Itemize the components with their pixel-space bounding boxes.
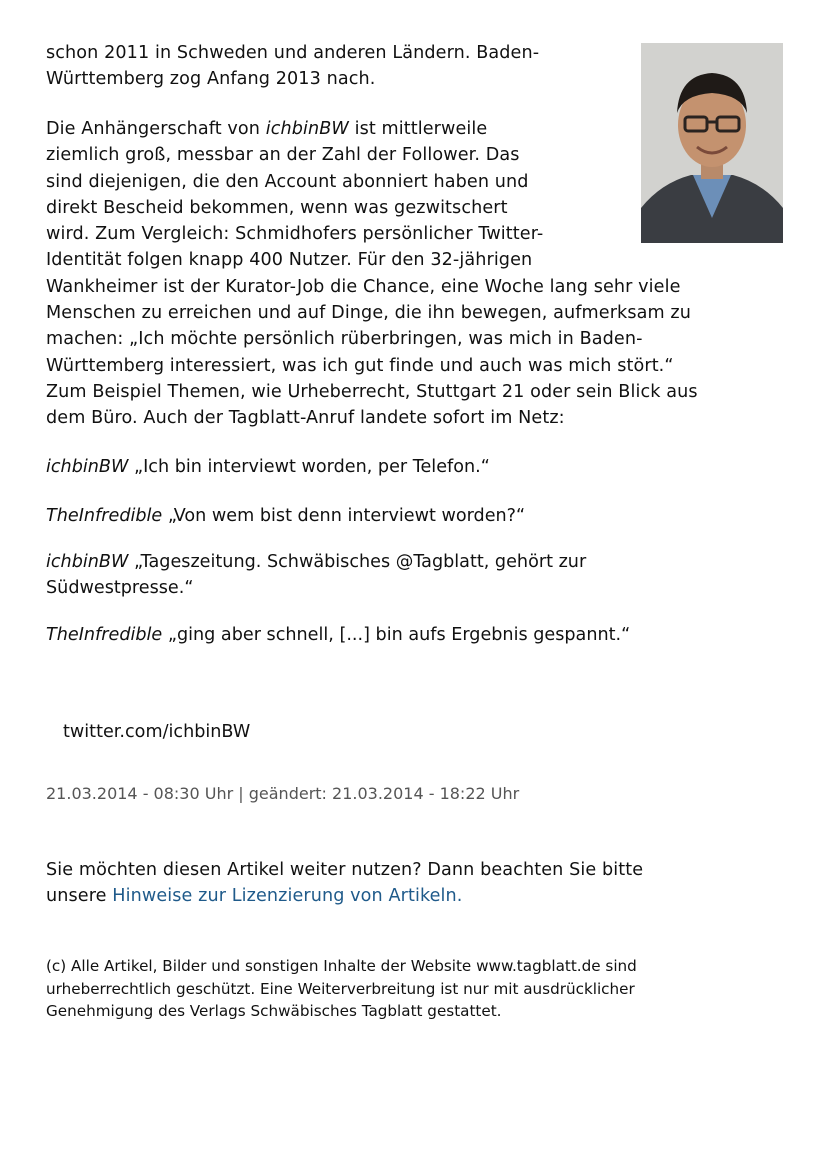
text-line: Menschen zu erreichen und auf Dinge, die ihn bewegen, aufmerksam zu [46, 303, 691, 324]
text-line: Sie möchten diesen Artikel weiter nutzen? Dann beachten Sie bitte [46, 860, 644, 880]
text-line [46, 549, 586, 575]
license-notice [46, 857, 643, 910]
tweet-text: „ging aber schnell, [...] bin aufs Ergebnis gespannt.“ [162, 625, 631, 645]
text-line: ziemlich groß, messbar an der Zahl der Follower. Das [46, 145, 520, 166]
copyright-notice [46, 955, 637, 1023]
text-fragment: unsere [46, 886, 113, 907]
tweet-quote [46, 549, 586, 602]
followers-paragraph [46, 116, 698, 432]
tweet-text: „Von wem bist denn interviewt worden?“ [162, 506, 526, 526]
text-line: machen: „Ich möchte persönlich rüberbringen, was mich in Baden- [46, 329, 643, 350]
tweet-speaker: TheInfredible [46, 625, 163, 645]
intro-paragraph [46, 40, 539, 93]
text-line: dem Büro. Auch der Tagblatt-Anruf landete sofort im Netz: [46, 408, 565, 429]
text-line: Wankheimer ist der Kurator-Job die Chance, eine Woche lang sehr viele [46, 276, 681, 297]
account-name: ichbinBW [265, 119, 349, 139]
text-line: wird. Zum Vergleich: Schmidhofers persönlicher Twitter- [46, 224, 544, 245]
tweet-speaker: ichbinBW [46, 552, 129, 572]
tweet-text-continued: Südwestpresse.“ [46, 578, 194, 599]
text-line: direkt Bescheid bekommen, wenn was gezwitschert [46, 197, 508, 218]
text-line [46, 116, 698, 142]
tweet-speaker: TheInfredible [46, 506, 163, 526]
text-line: Zum Beispiel Themen, wie Urheberrecht, Stuttgart 21 oder sein Blick aus [46, 381, 698, 402]
tweet-quote [46, 503, 525, 529]
text-line: Genehmigung des Verlags Schwäbisches Tagblatt gestattet. [46, 1002, 502, 1020]
text-line: urheberrechtlich geschützt. Eine Weiterverbreitung ist nur mit ausdrücklicher [46, 979, 635, 998]
tweet-speaker: ichbinBW [46, 457, 129, 477]
twitter-link[interactable]: twitter.com/ichbinBW [63, 722, 251, 742]
dateline: 21.03.2014 - 08:30 Uhr | geändert: 21.03.2014 - 18:22 Uhr [46, 784, 520, 803]
text-line: Identität folgen knapp 400 Nutzer. Für den 32-jährigen [46, 250, 533, 271]
text-line: Württemberg interessiert, was ich gut finde und auch was mich stört.“ [46, 355, 674, 376]
tweet-quote [46, 454, 490, 480]
tweet-text: „Tageszeitung. Schwäbisches @Tagblatt, gehört zur [128, 552, 587, 572]
text-line: schon 2011 in Schweden und anderen Ländern. Baden- [46, 43, 540, 63]
license-link[interactable]: Hinweise zur Lizenzierung von Artikeln. [112, 886, 463, 907]
text-line: Württemberg zog Anfang 2013 nach. [46, 69, 376, 90]
text-line: (c) Alle Artikel, Bilder und sonstigen Inhalte der Website www.tagblatt.de sind [46, 957, 637, 975]
text-line: sind diejenigen, die den Account abonniert haben und [46, 171, 529, 192]
tweet-text: „Ich bin interviewt worden, per Telefon.“ [128, 457, 490, 477]
text-fragment: Die Anhängerschaft von [46, 119, 266, 139]
tweet-quote [46, 622, 630, 648]
text-fragment: ist mittlerweile [348, 119, 488, 139]
text-line [46, 883, 643, 909]
